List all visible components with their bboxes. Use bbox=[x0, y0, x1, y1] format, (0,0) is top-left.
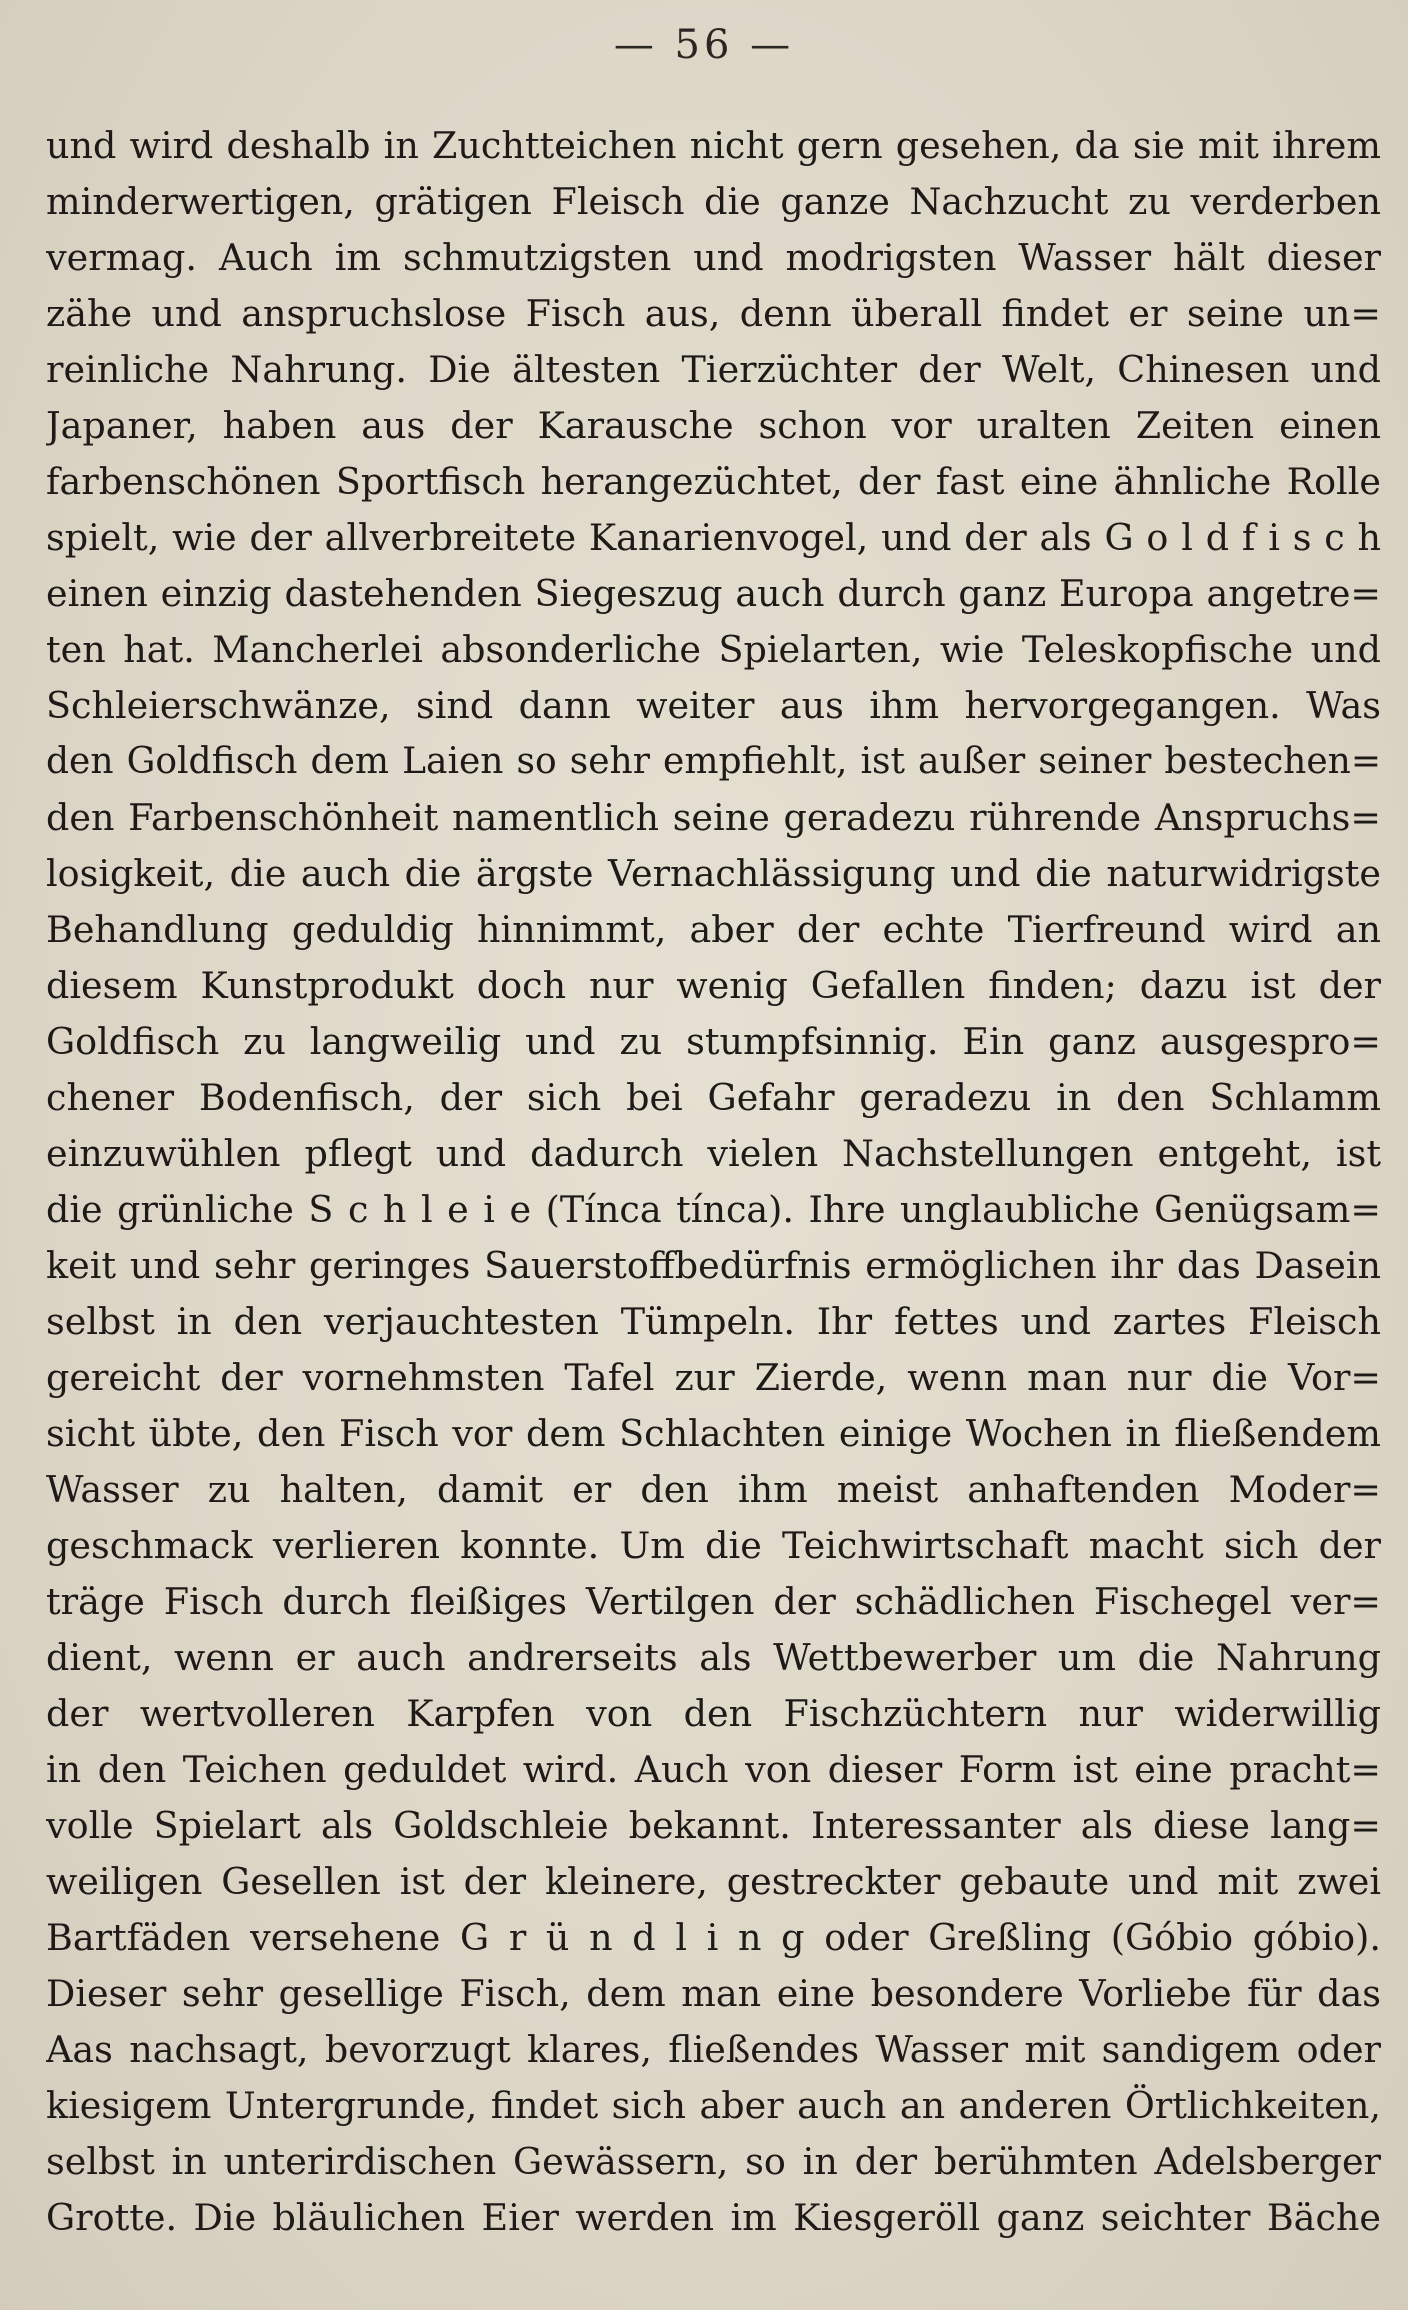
text-line: losigkeit, die auch die ärgste Vernachlässigung und die naturwidrigste bbox=[46, 852, 1381, 895]
body-text bbox=[46, 118, 1381, 2246]
text-line: den Farbenschönheit namentlich seine geradezu rührende Anspruchs= bbox=[46, 796, 1381, 839]
text-line: die grünliche S c h l e i e (Tínca tínca). Ihre unglaubliche Genügsam= bbox=[46, 1188, 1381, 1231]
text-line: Grotte. Die bläulichen Eier werden im Kiesgeröll ganz seichter Bäche bbox=[46, 2196, 1381, 2239]
text-line: weiligen Gesellen ist der kleinere, gestreckter gebaute und mit zwei bbox=[46, 1860, 1381, 1903]
text-line: Dieser sehr gesellige Fisch, dem man eine besondere Vorliebe für das bbox=[46, 1972, 1381, 2015]
text-line: Japaner, haben aus der Karausche schon vor uralten Zeiten einen bbox=[46, 404, 1381, 447]
page-number: — 56 — bbox=[613, 22, 795, 68]
text-line: gereicht der vornehmsten Tafel zur Zierde, wenn man nur die Vor= bbox=[46, 1356, 1381, 1399]
text-line: keit und sehr geringes Sauerstoffbedürfnis ermöglichen ihr das Dasein bbox=[46, 1244, 1381, 1287]
text-line: in den Teichen geduldet wird. Auch von dieser Form ist eine pracht= bbox=[46, 1748, 1381, 1791]
text-line: diesem Kunstprodukt doch nur wenig Gefallen finden; dazu ist der bbox=[46, 964, 1381, 1007]
text-line: und wird deshalb in Zuchtteichen nicht gern gesehen, da sie mit ihrem bbox=[46, 124, 1381, 167]
text-line: Bartfäden versehene G r ü n d l i n g oder Greßling (Góbio góbio). bbox=[46, 1916, 1381, 1959]
text-line: selbst in unterirdischen Gewässern, so in der berühmten Adelsberger bbox=[46, 2140, 1381, 2183]
text-line: zähe und anspruchslose Fisch aus, denn überall findet er seine un= bbox=[46, 292, 1381, 335]
text-line: Wasser zu halten, damit er den ihm meist anhaftenden Moder= bbox=[46, 1468, 1381, 1511]
text-line: reinliche Nahrung. Die ältesten Tierzüchter der Welt, Chinesen und bbox=[46, 348, 1381, 391]
text-line: geschmack verlieren konnte. Um die Teichwirtschaft macht sich der bbox=[46, 1524, 1381, 1567]
text-line: chener Bodenfisch, der sich bei Gefahr geradezu in den Schlamm bbox=[46, 1076, 1381, 1119]
text-line: der wertvolleren Karpfen von den Fischzüchtern nur widerwillig bbox=[46, 1692, 1381, 1735]
text-line: einzuwühlen pflegt und dadurch vielen Nachstellungen entgeht, ist bbox=[46, 1132, 1381, 1175]
text-line: dient, wenn er auch andrerseits als Wettbewerber um die Nahrung bbox=[46, 1636, 1381, 1679]
text-line: den Goldfisch dem Laien so sehr empfiehlt, ist außer seiner bestechen= bbox=[46, 741, 1381, 782]
text-line: volle Spielart als Goldschleie bekannt. Interessanter als diese lang= bbox=[46, 1804, 1381, 1847]
text-line: Aas nachsagt, bevorzugt klares, fließendes Wasser mit sandigem oder bbox=[46, 2028, 1381, 2071]
text-line: sicht übte, den Fisch vor dem Schlachten einige Wochen in fließendem bbox=[46, 1412, 1381, 1455]
text-line: Schleierschwänze, sind dann weiter aus ihm hervorgegangen. Was bbox=[46, 684, 1381, 727]
text-line: selbst in den verjauchtesten Tümpeln. Ihr fettes und zartes Fleisch bbox=[46, 1300, 1381, 1343]
text-line: minderwertigen, grätigen Fleisch die ganze Nachzucht zu verderben bbox=[46, 180, 1381, 223]
text-line: träge Fisch durch fleißiges Vertilgen der schädlichen Fischegel ver= bbox=[46, 1580, 1381, 1623]
text-line: Goldfisch zu langweilig und zu stumpfsinnig. Ein ganz ausgespro= bbox=[46, 1020, 1381, 1063]
text-line: spielt, wie der allverbreitete Kanarienvogel, und der als G o l d f i s c h bbox=[46, 516, 1381, 559]
text-line: kiesigem Untergrunde, findet sich aber auch an anderen Örtlichkeiten, bbox=[46, 2084, 1381, 2127]
text-line: vermag. Auch im schmutzigsten und modrigsten Wasser hält dieser bbox=[46, 236, 1381, 279]
text-line: einen einzig dastehenden Siegeszug auch durch ganz Europa angetre= bbox=[46, 572, 1381, 615]
text-line: ten hat. Mancherlei absonderliche Spielarten, wie Teleskopfische und bbox=[46, 628, 1381, 671]
text-line: farbenschönen Sportfisch herangezüchtet, der fast eine ähnliche Rolle bbox=[46, 460, 1381, 503]
text-line: Behandlung geduldig hinnimmt, aber der echte Tierfreund wird an bbox=[46, 908, 1381, 951]
